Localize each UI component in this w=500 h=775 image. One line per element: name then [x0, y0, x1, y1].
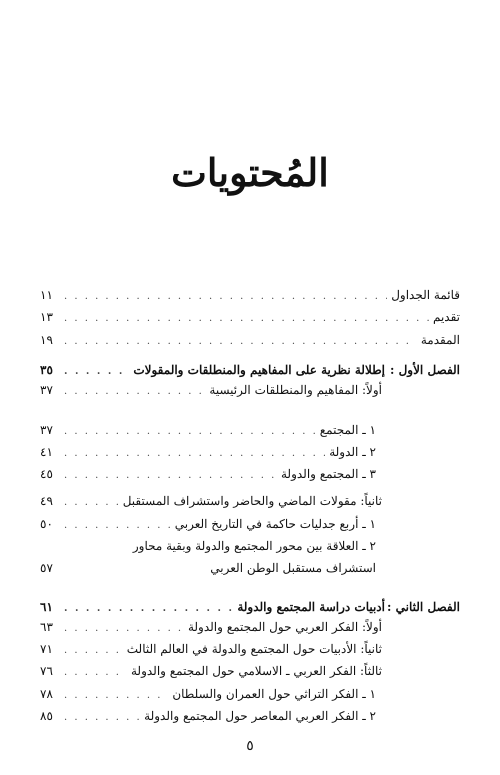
dot-leader: [64, 641, 123, 661]
entry-page: ٣٧: [40, 423, 53, 437]
entry-label: ١ ـ المجتمع: [319, 423, 376, 437]
dot-leader: [64, 332, 417, 352]
entry-page: ١٣: [40, 310, 53, 324]
toc-entry[interactable]: [40, 285, 460, 305]
entry-page: ١١: [40, 288, 53, 302]
dot-leader: [64, 599, 233, 619]
dot-leader: [64, 619, 184, 639]
toc-chapter-entry[interactable]: [40, 597, 460, 617]
entry-label: قائمة الجداول: [391, 288, 460, 302]
toc-section-entry[interactable]: [40, 661, 460, 681]
entry-label: ٢ ـ العلاقة بين محور المجتمع والدولة وبقية محاور: [132, 539, 376, 553]
entry-label: ثانياً: مقولات الماضي والحاضر واستشراف المستقبل: [122, 494, 382, 508]
toc-subsection-entry[interactable]: [40, 420, 460, 440]
entry-page: ٥٠: [40, 517, 53, 531]
entry-page: ٧١: [40, 642, 53, 656]
toc-subsection-entry[interactable]: [40, 442, 460, 462]
page-title: المُحتويات: [171, 150, 329, 195]
entry-label: ١ ـ أربع جدليات حاكمة في التاريخ العربي: [174, 517, 376, 531]
toc-chapter-entry[interactable]: [40, 360, 460, 380]
dot-leader: [64, 686, 168, 706]
entry-label: أدبيات دراسة المجتمع والدولة: [237, 600, 385, 614]
toc-entry[interactable]: [40, 330, 460, 350]
toc-subsection-entry[interactable]: [40, 706, 460, 726]
toc-subsection-entry[interactable]: [40, 536, 460, 556]
entry-label: ٢ ـ الفكر العربي المعاصر حول المجتمع والدولة: [144, 709, 376, 723]
dot-leader: [64, 309, 429, 329]
entry-page: ٦١: [40, 600, 53, 614]
entry-label: إطلالة نظرية على المفاهيم والمنطلقات والمقولات: [133, 363, 385, 377]
dot-leader: [64, 663, 127, 683]
toc-entry[interactable]: [40, 307, 460, 327]
toc-subsection-entry[interactable]: [40, 684, 460, 704]
dot-leader: [64, 516, 171, 536]
dot-leader: [64, 287, 387, 307]
entry-page: ٣٧: [40, 383, 53, 397]
toc-subsection-continuation[interactable]: [40, 558, 460, 578]
entry-label: أولاً: المفاهيم والمنطلقات الرئيسية: [209, 383, 382, 397]
entry-label: ثانياً: الأدبيات حول المجتمع والدولة في العالم الثالث: [126, 642, 382, 656]
entry-page: ٤٥: [40, 467, 53, 481]
toc-section-entry[interactable]: [40, 491, 460, 511]
entry-label-continuation: استشراف مستقبل الوطن العربي: [210, 561, 376, 575]
dot-leader: [64, 708, 140, 728]
entry-page: ٥٧: [40, 561, 53, 575]
dot-leader: [64, 362, 129, 382]
entry-label: المقدمة: [420, 333, 460, 347]
entry-label: ٢ ـ الدولة: [329, 445, 376, 459]
entry-page: ١٩: [40, 333, 53, 347]
entry-label: تقديم: [432, 310, 460, 324]
entry-page: ٧٨: [40, 687, 53, 701]
entry-page: ٧٦: [40, 664, 53, 678]
entry-label: ١ ـ الفكر التراثي حول العمران والسلطان: [172, 687, 376, 701]
dot-leader: [64, 422, 316, 442]
entry-label: ثالثاً: الفكر العربي ـ الاسلامي حول المجتمع والدولة: [131, 664, 382, 678]
dot-leader: [64, 493, 119, 513]
entry-page: ٣٥: [40, 363, 53, 377]
entry-page: ٤٩: [40, 494, 53, 508]
entry-label: أولاً: الفكر العربي حول المجتمع والدولة: [187, 620, 382, 634]
dot-leader: [64, 466, 277, 486]
toc-subsection-entry[interactable]: [40, 514, 460, 534]
entry-label: ٣ ـ المجتمع والدولة: [281, 467, 376, 481]
chapter-label: الفصل الثاني :: [387, 600, 460, 614]
toc-section-entry[interactable]: [40, 617, 460, 637]
toc-section-entry[interactable]: [40, 639, 460, 659]
entry-page: ٤١: [40, 445, 53, 459]
dot-leader: [64, 444, 325, 464]
dot-leader: [64, 382, 205, 402]
page-number: ٥: [246, 738, 254, 754]
entry-page: ٨٥: [40, 709, 53, 723]
chapter-label: الفصل الأول :: [389, 363, 460, 377]
entry-page: ٦٣: [40, 620, 53, 634]
toc-subsection-entry[interactable]: [40, 464, 460, 484]
toc-section-entry[interactable]: [40, 380, 460, 400]
